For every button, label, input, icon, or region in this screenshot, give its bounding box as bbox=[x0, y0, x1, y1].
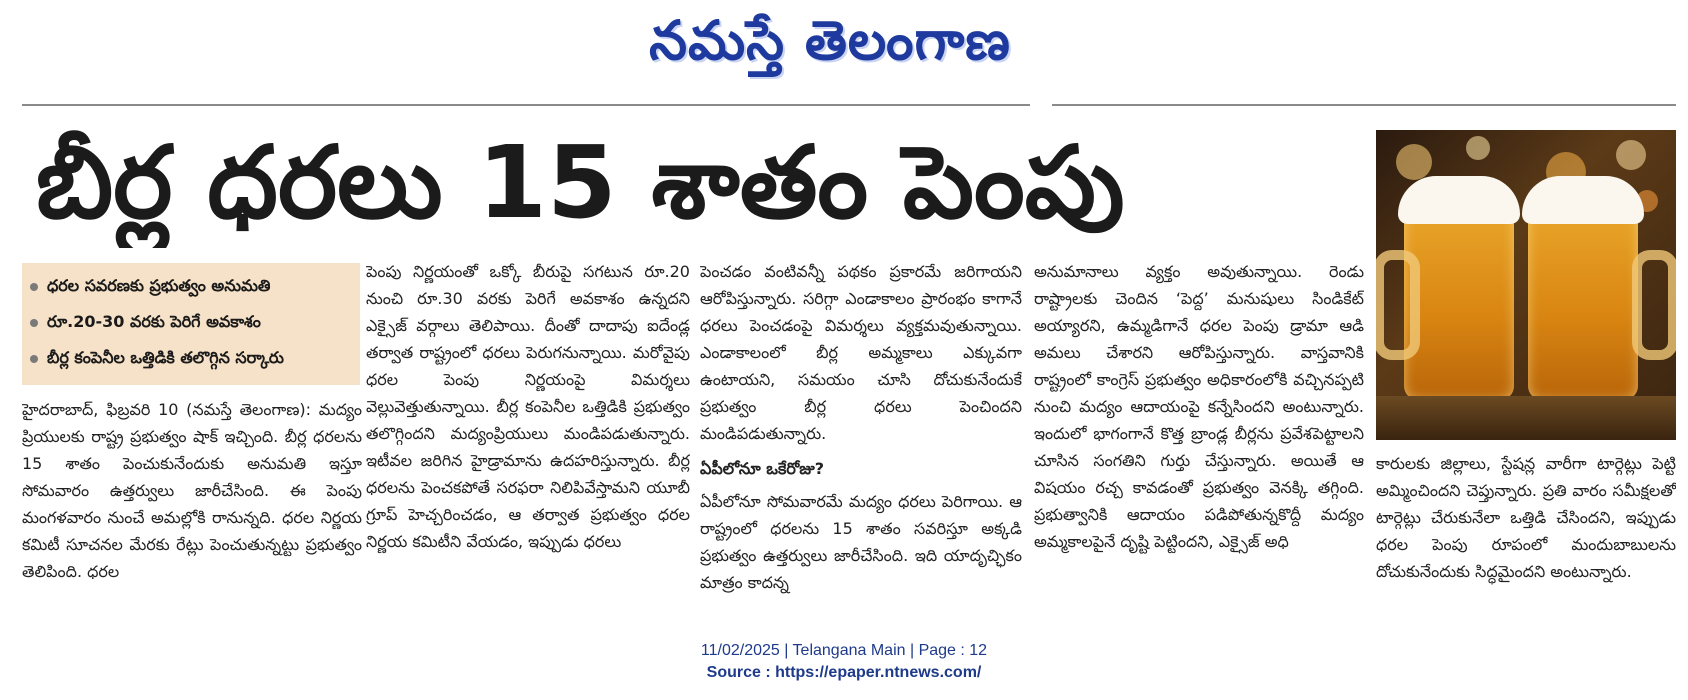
highlight-item bbox=[30, 341, 352, 377]
highlights-box bbox=[22, 263, 360, 385]
column-3-paragraph-2: ఏపీలోనూ సోమవారమే మద్యం ధరలు పెరిగాయి. ఆ రాష్ట్రంలో ధరలను 15 శాతం సవరిస్తూ అక్కడి ప్రభుత్వం ఉత్తర్వులు జారీచేసింది. ఇది యాదృచ్ఛికం మాత్రం కాదన్న bbox=[700, 492, 1022, 592]
divider-rule-left bbox=[22, 104, 1030, 106]
beer-mugs-photo bbox=[1376, 130, 1676, 440]
highlight-item bbox=[30, 305, 352, 341]
highlight-text: బీర్ల కంపెనీల ఒత్తిడికి తలొగ్గిన సర్కారు bbox=[47, 347, 284, 367]
column-3-paragraph-1: పెంచడం వంటివన్నీ పథకం ప్రకారమే జరిగాయని ఆరోపిస్తున్నారు. సరిగ్గా ఎండాకాలం ప్రారంభం కాగానే ధరలు పెంచడంపై విమర్శలు వ్యక్తమవుతున్నాయి. ఎండాకాలంలో బీర్ల అమ్మకాలు ఎక్కువగా ఉంటాయని, సమయం చూసి దోచుకునేందుకే ప్రభుత్వం బీర్ల ధరలు పెంచిందని మండిపడుతున్నారు. bbox=[700, 262, 1022, 443]
highlight-text: రూ.20-30 వరకు పెరిగే అవకాశం bbox=[47, 311, 261, 331]
divider-rule-right bbox=[1052, 104, 1676, 106]
article-column-2: పెంపు నిర్ణయంతో ఒక్కో బీరుపై సగటున రూ.20 నుంచి రూ.30 వరకు పెరిగే అవకాశం ఉన్నదని ఎక్సైజ్ వర్గాలు తెలిపాయి. దీంతో దాదాపు ఐదేండ్ల తర్వాత రాష్ట్రంలో ధరలు పెరుగనున్నాయి. మరోవైపు ధరల పెంపు నిర్ణయంపై విమర్శలు వెల్లువెత్తుతున్నాయి. బీర్ల కంపెనీల ఒత్తిడికి ప్రభుత్వం తలొగ్గిందని మద్యంప్రియులు మండిపడుతున్నారు. ఇటీవల జరిగిన హైడ్రామాను ఉదహరిస్తున్నారు. బీర్ల ధరలను పెంచకపోతే సరఫరా నిలిపివేస్తామని యూబీ గ్రూప్ హెచ్చరించడం, ఆ తర్వాత ప్రభుత్వం ధరల నిర్ణయ కమిటీని వేయడం, ఇప్పుడు ధరలు bbox=[366, 262, 690, 551]
edition-info: 11/02/2025 | Telangana Main | Page : 12 bbox=[700, 642, 988, 659]
beer-mug-left bbox=[1404, 210, 1514, 400]
highlight-text: ధరల సవరణకు ప్రభుత్వం అనుమతి bbox=[47, 275, 271, 295]
bar-counter bbox=[1376, 396, 1676, 440]
article-column-4: అనుమానాలు వ్యక్తం అవుతున్నాయి. రెండు రాష్ట్రాలకు చెందిన ‘పెద్ద’ మనుషులు సిండికేట్ అయ్యారని, ఉమ్మడిగానే ధరల పెంపు డ్రామా ఆడి అమలు చేశారని ఆరోపిస్తున్నారు. వాస్తవానికి రాష్ట్రంలో కాంగ్రెస్ ప్రభుత్వం అధికారంలోకి వచ్చినప్పటి నుంచి మద్యం ఆదాయంపై కన్నేసిందని అంటున్నారు. ఇందులో భాగంగానే కొత్త బ్రాండ్ల బీర్లను ప్రవేశపెట్టాలని చూసిన సంగతిని గుర్తు చేస్తున్నారు. అయితే ఆ విషయం రచ్చ కావడంతో ప్రభుత్వం వెనక్కి తగ్గింది. ప్రభుత్వానికి ఆదాయం పడిపోతున్నకొద్దీ మద్యం అమ్మకాలపైనే దృష్టి పెట్టిందని, ఎక్సైజ్ అధి bbox=[1034, 262, 1364, 551]
bullet-dot-icon bbox=[30, 319, 38, 327]
bullet-dot-icon bbox=[30, 283, 38, 291]
bullet-dot-icon bbox=[30, 355, 38, 363]
article-column-1: హైదరాబాద్, ఫిబ్రవరి 10 (నమస్తే తెలంగాణ): మద్యం ప్రియులకు రాష్ట్ర ప్రభుత్వం షాక్ ఇచ్చింది. బీర్ల ధరలను 15 శాతం పెంచుకునేందుకు అనుమతి ఇస్తూ సోమవారం ఉత్తర్వులు జారీచేసింది. ఈ పెంపు మంగళవారం నుంచే అమల్లోకి రానున్నది. ధరల నిర్ణయ కమిటీ సూచనల మేరకు రేట్లు పెంచుతున్నట్టు ప్రభుత్వం తెలిపింది. ధరల bbox=[22, 400, 362, 581]
section-subheading: ఏపీలోనూ ఒకేరోజు? bbox=[700, 459, 824, 478]
highlight-item bbox=[30, 269, 352, 305]
beer-mug-right bbox=[1528, 210, 1638, 400]
article-column-5: కారులకు జిల్లాలు, స్టేషన్ల వారీగా టార్గెట్లు పెట్టి అమ్మించిందని చెప్తున్నారు. ప్రతి వారం సమీక్షలతో టార్గెట్లు చేరుకునేలా ఒత్తిడి చేసిందని, ఇప్పుడు ధరల పెంపు రూపంలో మందుబాబులను దోచుకునేందుకు సిద్ధమైందని అంటున్నారు. bbox=[1376, 454, 1676, 581]
source-link[interactable]: Source : https://epaper.ntnews.com/ bbox=[706, 664, 982, 681]
article-column-3 bbox=[700, 258, 1022, 630]
article-headline: బీర్ల ధరలు 15 శాతం పెంపు bbox=[36, 124, 1125, 241]
newspaper-masthead: నమస్తే తెలంగాణ bbox=[649, 9, 1011, 72]
